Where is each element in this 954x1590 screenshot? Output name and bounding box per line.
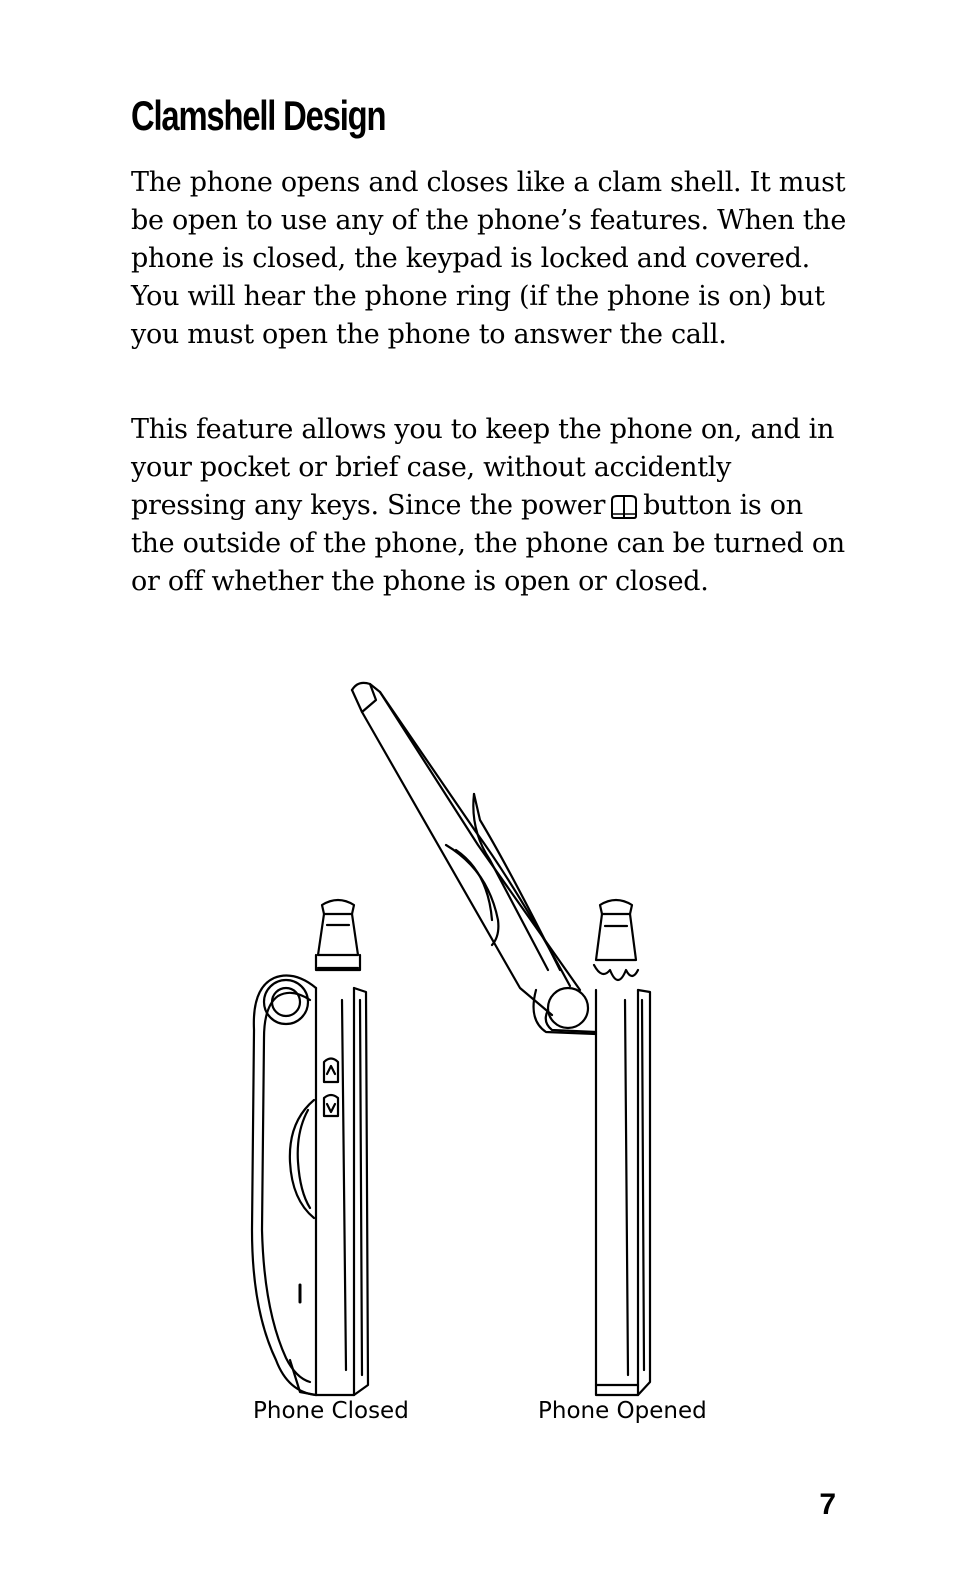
- page-title: Clamshell Design: [131, 92, 386, 139]
- phone-closed-drawing: [252, 900, 368, 1395]
- paragraph-power: [131, 411, 851, 601]
- clamshell-phone-illustration: [230, 670, 750, 1450]
- paragraph-power-text-after: button is on the outside of the phone, the phone can be turned on or off whether the phone is open or closed.: [131, 490, 845, 597]
- phone-opened-drawing: [352, 683, 650, 1395]
- paragraph-intro: The phone opens and closes like a clam shell. It must be open to use any of the phone’s features. When the phone is closed, the keypad is locked and covered. You will hear the phone ring (if the phone is on) but you must open the phone to answer the call.: [131, 167, 847, 350]
- caption-phone-opened: Phone Opened: [538, 1398, 707, 1424]
- caption-phone-closed: Phone Closed: [253, 1398, 409, 1424]
- paragraph-power-text-before: This feature allows you to keep the phone on, and in your pocket or brief case, without accidently pressing any keys. Since the power: [131, 414, 835, 521]
- power-button-icon: [609, 494, 639, 520]
- page-number: 7: [819, 1488, 836, 1521]
